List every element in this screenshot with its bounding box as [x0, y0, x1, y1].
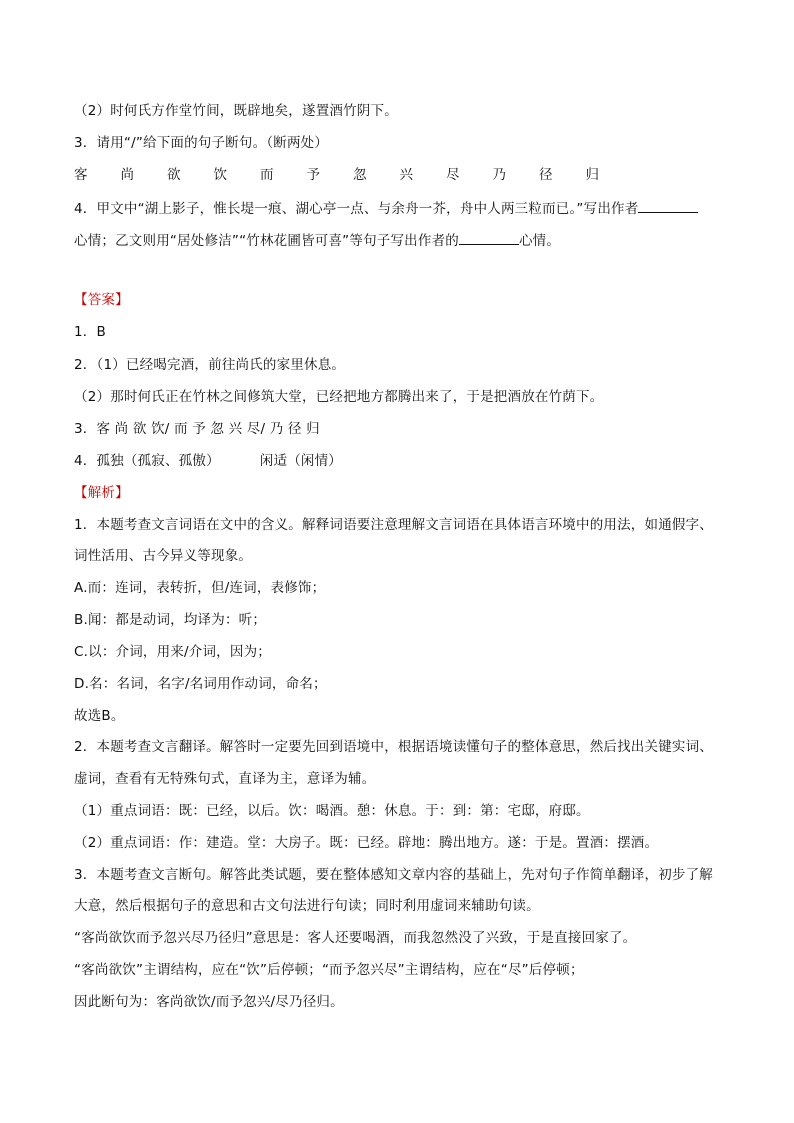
sentence-char: 予	[306, 167, 321, 183]
analysis-1-line-1: 1．本题考查文言词语在文中的含义。解释词语要注意理解文言词语在具体语言环境中的用法，如通假字、	[74, 517, 713, 533]
question-4-line-2	[74, 230, 734, 251]
answer-1: 1．B	[74, 324, 106, 340]
analysis-option-a: A.而：连词，表转折，但/连词，表修饰；	[74, 580, 326, 596]
analysis-option-c: C.以：介词，用来/介词，因为；	[74, 644, 271, 660]
analysis-option-d: D.名：名词，名字/名词用作动词，命名；	[74, 676, 327, 692]
answer-4-second: 闲适（闲情）	[259, 453, 342, 469]
analysis-3-line-5: 因此断句为：客尚欲饮/而予忽兴/尽乃径归。	[74, 994, 344, 1010]
answer-4-first: 4．孤独（孤寂、孤傲）	[74, 453, 220, 469]
sentence-char: 径	[539, 167, 553, 183]
answer-heading: 【答案】	[74, 292, 129, 308]
analysis-3-line-4: “客尚欲饮”主谓结构，应在“饮”后停顿；“而予忽兴尽”主谓结构，应在“尽”后停顿；	[74, 962, 584, 978]
sentence-char: 尚	[120, 167, 135, 183]
sentence-char: 欲	[167, 167, 181, 183]
analysis-1-line-2: 词性活用、古今异义等现象。	[74, 548, 253, 564]
answer-blank-2	[459, 230, 519, 245]
answer-2-part-2: （2）那时何氏正在竹林之间修筑大堂，已经把地方都腾出来了，于是把酒放在竹荫下。	[74, 389, 604, 405]
analysis-2-line-2: 虚词，查看有无特殊句式，直译为主，意译为辅。	[74, 771, 376, 787]
answer-blank-1	[638, 198, 698, 213]
analysis-3-line-3: “客尚欲饮而予忽兴尽乃径归”意思是：客人还要喝酒，而我忽然没了兴致，于是直接回家了。	[74, 930, 637, 946]
answer-3: 3．客 尚 欲 饮/ 而 予 忽 兴 尽/ 乃 径 归	[74, 421, 320, 437]
answer-4	[74, 451, 734, 471]
analysis-2-line-1: 2．本题考查文言翻译。解答时一定要先回到语境中，根据语境读懂句子的整体意思，然后找出关键实词、	[74, 739, 713, 755]
sentence-char: 饮	[213, 167, 228, 183]
sentence-char: 归	[585, 167, 600, 183]
question-3: 3．请用“/”给下面的句子断句。（断两处）	[74, 135, 329, 151]
question-4-text-2: 心情；乙文则用“居处修洁”“竹林花圃皆可喜”等句子写出作者的	[74, 233, 459, 249]
analysis-3-line-1: 3．本题考查文言断句。解答此类试题，要在整体感知文章内容的基础上，先对句子作简单翻译，初步了解	[74, 867, 713, 883]
analysis-option-b: B.闻：都是动词，均译为：听；	[74, 612, 267, 628]
analysis-choose: 故选B。	[74, 708, 125, 724]
sentence-char: 而	[260, 167, 274, 183]
analysis-heading: 【解析】	[74, 485, 129, 501]
analysis-2-keywords-1: （1）重点词语：既：已经，以后。饮：喝酒。憩：休息。于：到：第：宅邸，府邸。	[74, 803, 590, 819]
sentence-char: 兴	[399, 167, 414, 183]
analysis-3-line-2: 大意，然后根据句子的意思和古文句法进行句读；同时利用虚词来辅助句读。	[74, 898, 540, 914]
sentence-char: 客	[74, 167, 88, 183]
analysis-2-keywords-2: （2）重点词语：作：建造。堂：大房子。既：已经。辟地：腾出地方。遂：于是。置酒：摆酒。	[74, 835, 659, 851]
question-4-text-1: 4．甲文中“湖上影子，惟长堤一痕、湖心亭一点、与余舟一芥，舟中人两三粒而已。”写出作者	[74, 201, 639, 217]
question-4-line-1	[74, 198, 734, 219]
sentence-char: 乃	[492, 167, 507, 183]
question-3-sentence	[74, 165, 734, 185]
sentence-char: 忽	[353, 167, 367, 183]
question-2-part-2: （2）时何氏方作堂竹间，既辟地矣，遂置酒竹阴下。	[74, 103, 398, 119]
question-4-text-3: 心情。	[518, 233, 561, 249]
sentence-char: 尽	[446, 167, 460, 183]
answer-2-part-1: 2．（1）已经喝完酒，前往尚氏的家里休息。	[74, 357, 346, 373]
